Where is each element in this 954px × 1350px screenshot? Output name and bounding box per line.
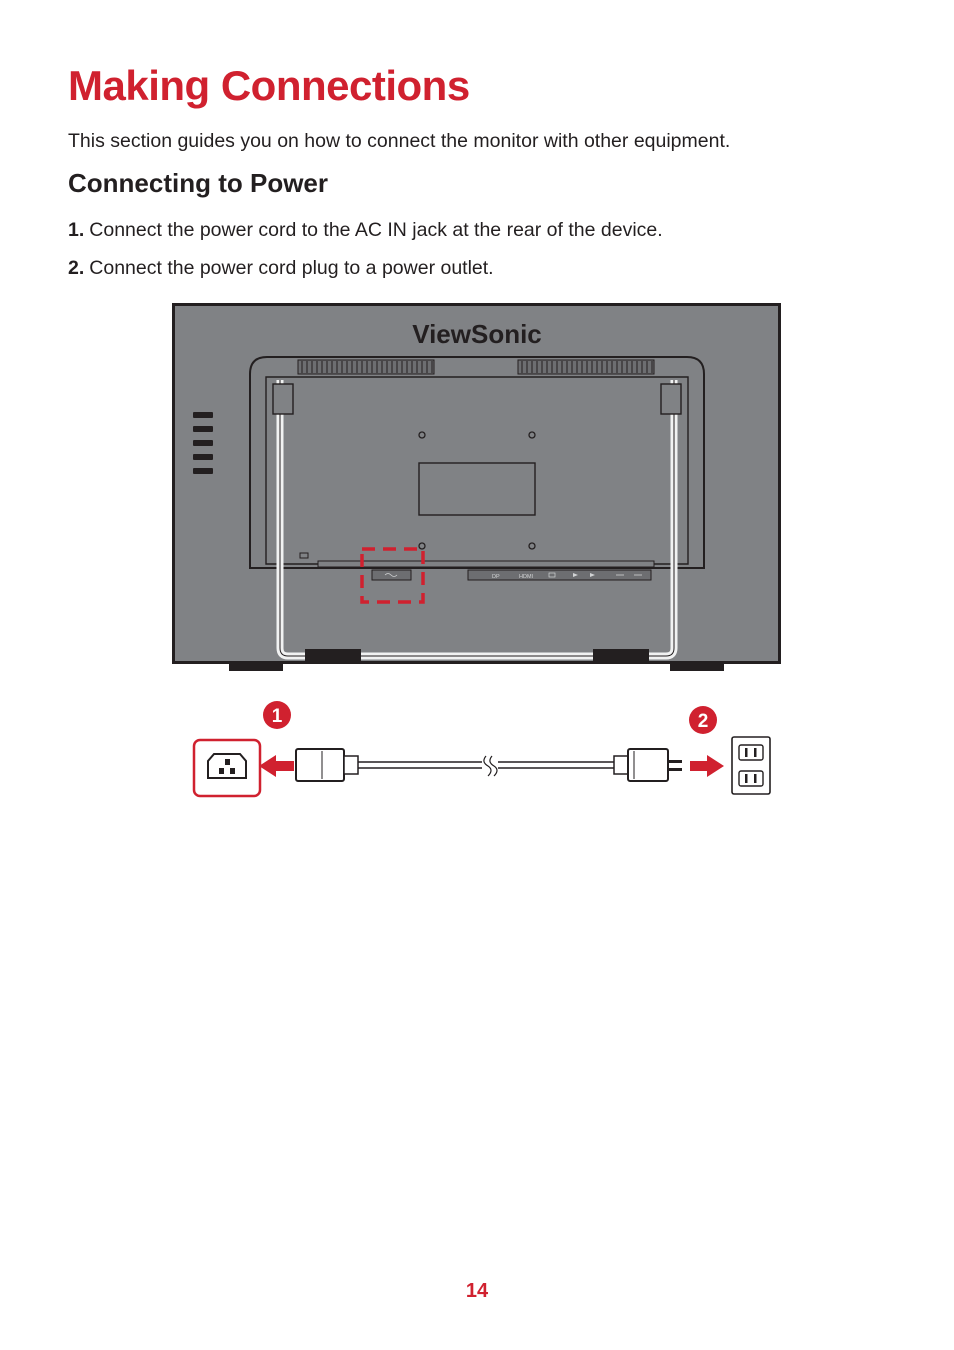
- ac-in-socket-icon: [194, 740, 260, 796]
- port-label-hdmi: HDMI: [519, 574, 534, 580]
- step-2-text: Connect the power cord plug to a power outlet.: [89, 257, 494, 279]
- section-heading: Connecting to Power: [68, 168, 328, 198]
- arrow-right-icon: [690, 755, 724, 777]
- step-2-number: 2.: [68, 257, 85, 279]
- arrow-left-icon: [259, 755, 294, 777]
- step-1-number: 1.: [68, 219, 85, 241]
- port-label-dp: DP: [492, 574, 500, 580]
- power-outlet-icon: [732, 737, 770, 794]
- intro-text: This section guides you on how to connect the monitor with other equipment.: [68, 130, 731, 152]
- page-number: 14: [465, 1280, 489, 1302]
- page-title: Making Connections: [68, 62, 470, 109]
- svg-text:1: 1: [271, 706, 283, 727]
- svg-text:2: 2: [697, 711, 709, 732]
- callout-2: [689, 706, 717, 734]
- power-cord: [296, 749, 682, 781]
- step-1-text: Connect the power cord to the AC IN jack at the rear of the device.: [89, 219, 663, 241]
- monitor-rear-view: [172, 303, 781, 671]
- brand-logo: ViewSonic: [412, 319, 542, 349]
- callout-1: [263, 701, 291, 729]
